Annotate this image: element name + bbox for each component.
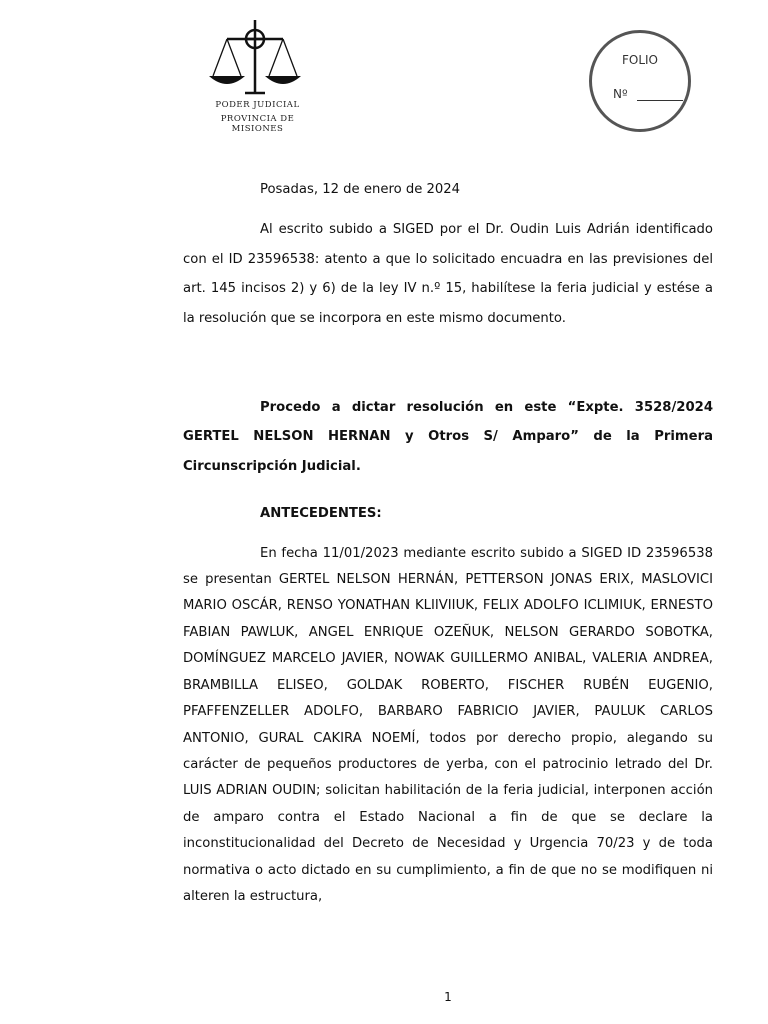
paragraph-habilitacion: Al escrito subido a SIGED por el Dr. Oudin Luis Adrián identificado con el ID 23596538: atento a que lo solicitado encuadra en las previsiones del art. 145 incisos 2) y 6) de la ley IV n.º 15, habilítese la feria judicial y estése a la resolución que se incorpora en este mismo documento. <box>183 222 713 326</box>
folio-number-blank <box>637 100 683 101</box>
folio-number-label: Nº <box>613 87 628 101</box>
paragraph-resolucion: Procedo a dictar resolución en este “Expte. 3528/2024 GERTEL NELSON HERNAN y Otros S/ Amparo” de la Primera Circunscripción Judicial. <box>183 400 713 474</box>
scales-of-justice-icon <box>205 18 305 98</box>
logo-text-provincia: PROVINCIA DE MISIONES <box>220 114 295 134</box>
date-line: Posadas, 12 de enero de 2024 <box>260 182 461 197</box>
page-number: 1 <box>444 990 452 1004</box>
judicial-logo <box>195 18 325 134</box>
paragraph-antecedentes: En fecha 11/01/2023 mediante escrito subido a SIGED ID 23596538 se presentan GERTEL NELSON HERNÁN, PETTERSON JONAS ERIX, MASLOVICI MARIO OSCÁR, RENSO YONATHAN KLIIVIIUK, FELIX ADOLFO ICLIMIUK, ERNESTO FABIAN PAWLUK, ANGEL ENRIQUE OZEÑUK, NELSON GERARDO SOBOTKA, DOMÍNGUEZ MARCELO JAVIER, NOWAK GUILLERMO ANIBAL, VALERIA ANDREA, BRAMBILLA ELISEO, GOLDAK ROBERTO, FISCHER RUBÉN EUGENIO, PFAFFENZELLER ADOLFO, BARBARO FABRICIO JAVIER, PAULUK CARLOS ANTONIO, GURAL CAKIRA NOEMÍ, todos por derecho propio, alegando su carácter de pequeños productores de yerba, con el patrocinio letrado del Dr. LUIS ADRIAN OUDIN; solicitan habilitación de la feria judicial, interponen acción de amparo contra el Estado Nacional a fin de que se declare la inconstitucionalidad del Decreto de Necesidad y Urgencia 70/23 y de toda normativa o acto dictado en su cumplimiento, a fin de que no se modifiquen ni alteren la estructura, <box>183 545 713 904</box>
document-body <box>183 175 713 910</box>
folio-stamp <box>589 30 691 132</box>
section-heading-antecedentes: ANTECEDENTES: <box>260 506 382 522</box>
folio-title: FOLIO <box>621 53 659 67</box>
logo-text-poder-judicial: PODER JUDICIAL <box>215 100 300 110</box>
